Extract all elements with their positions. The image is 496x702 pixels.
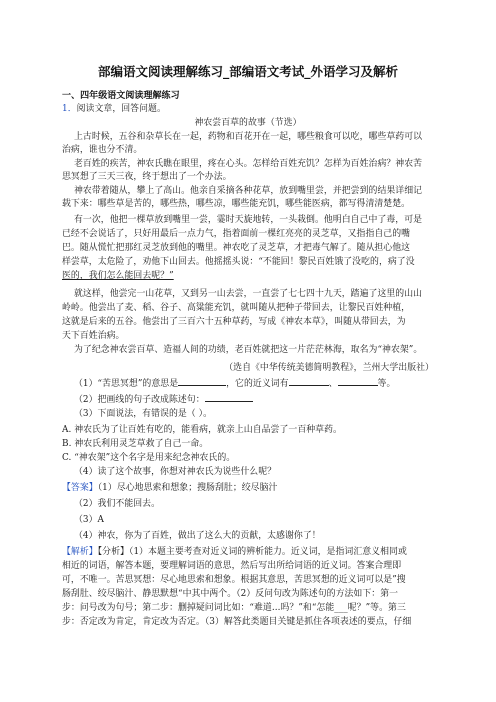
underlined-sentence: 医的，我们怎么能回去呢？”: [62, 271, 174, 281]
analysis-line: 步：否定改为肯定，肯定改为否定。（3）解答此类题目关键是抓住各项表述的要点，仔细: [62, 617, 412, 627]
passage-line: 为了纪念神农尝百草、造福人间的功绩，老百姓就把这一片茫茫林海，取名为“神农架”。: [74, 345, 423, 355]
question-number: 1．: [62, 104, 77, 114]
question-1: [74, 376, 434, 390]
q1-text: （1）“苦思冥想”的意思是: [74, 379, 179, 389]
passage-line: 神农带着随从，攀上了高山。他亲自采摘各种花草，放到嘴里尝，并把尝到的结果详细记: [74, 186, 423, 196]
passage-line: 载下来：哪些草是苦的，哪些热，哪些凉，哪些能充饥，哪些能医病，都写得清清楚楚。: [62, 199, 411, 209]
passage-line: 岭岭。他尝出了麦、稻、谷子、高粱能充饥，就叫随从把种子带回去，让黎民百姓种植，: [62, 303, 411, 313]
passage-line: 已经不会说话了，只好用最后一点力气，指着面前一棵红亮亮的灵芝草，又指指自己的嘴: [62, 229, 411, 239]
analysis-line: 相近的词语，解答本题，要理解词语的意思，然后写出所给词语的近义词。答案合理即: [62, 561, 402, 571]
q1-text: 等。: [377, 379, 396, 389]
analysis-line-1: [62, 546, 434, 558]
answer-line-2: （2）我们不能回去。: [74, 499, 161, 509]
analysis-tag: 【解析】: [62, 547, 98, 557]
question-2: [74, 392, 434, 406]
analysis-line: 可，不唯一。苦思冥想：尽心地思索和想象。根据其意思，苦思冥想的近义词可以是”搜: [62, 575, 406, 585]
passage-line: 上古时候，五谷和杂草长在一起，药物和百花开在一起，哪些粮食可以吃，哪些草药可以: [74, 132, 423, 142]
analysis-text: 【分析】（1）本题主要考查对近义词的辨析能力。近义词，是指词汇意义相同或: [97, 547, 407, 557]
passage-line: 思冥想了三天三夜，终于想出了一个办法。: [62, 172, 232, 182]
passage-line: 巴。随从慌忙把那红灵芝放到他的嘴里。神农吃了灵芝草，才把毒气解了。随从担心他这: [62, 243, 411, 253]
question-prompt-line: [62, 103, 434, 115]
passage-title: 神农尝百草的故事（节选）: [194, 118, 302, 128]
answer-tag: 【答案】: [62, 483, 98, 493]
passage-line: 就这样，他尝完一山花草，又到另一山去尝，一直尝了七七四十九天，踏遍了这里的山山: [74, 289, 423, 299]
q2-text: （2）把画线的句子改成陈述句：: [74, 395, 205, 405]
q1-text: 、: [328, 379, 338, 389]
question-4: （4）读了这个故事，你想对神农氏为说些什么呢？: [74, 467, 277, 477]
passage-source: （选自《中华传统美德简明教程》，兰州大学出版社）: [224, 363, 434, 373]
question-3: （3）下面说法，有错误的是（ ）。: [74, 409, 212, 419]
passage-line: 有一次，他把一棵草放到嘴里一尝，霎时天旋地转，一头栽倒。他明白自己中了毒，可是: [74, 215, 423, 225]
question-prompt: 阅读文章，回答问题。: [76, 104, 166, 114]
analysis-line: 步：问号改为句号；第二步：删掉疑问词比如：“难道...吗？”和“怎能___呢？”等。第三: [62, 603, 406, 613]
analysis-line: 肠刮肚、绞尽脑汁、静思默想“中其中两个。（2）反问句改为陈述句的方法如下：第一: [62, 589, 399, 599]
option-c: C. “神农架”这个名字是用来纪念神农氏的。: [62, 453, 236, 463]
answer-blank[interactable]: [289, 376, 329, 386]
passage-line: 天下百姓治病。: [62, 331, 125, 341]
passage-line: 这就是后来的五谷。他尝出了三百六十五种草药，写成《神农本草》，叫随从带回去，为: [62, 317, 406, 327]
answer-text: （1）尽心地思索和想象；搜肠刮肚；绞尽脑汁: [97, 483, 278, 493]
section-heading: 一、四年级语文阅读理解练习: [62, 91, 180, 101]
passage-underlined-sentence: [62, 270, 434, 282]
answer-line-1: [62, 482, 434, 494]
passage-line: 样尝草，太危险了，劝他下山回去。他摇摇头说：“不能回！黎民百姓饿了没吃的，病了没: [62, 257, 415, 267]
answer-blank[interactable]: [205, 392, 253, 402]
passage-line: 老百姓的疾苦，神农氏瞧在眼里，疼在心头。怎样给百姓充饥？怎样为百姓治病？神农苦: [74, 159, 423, 169]
q1-text: ，它的近义词有: [226, 379, 289, 389]
answer-blank[interactable]: [178, 376, 226, 386]
passage-line: 治病，谁也分不清。: [62, 145, 143, 155]
option-b: B. 神农氏利用灵芝草救了自己一命。: [62, 439, 209, 449]
document-title: 部编语文阅读理解练习_部编语文考试_外语学习及解析: [97, 64, 398, 79]
answer-line-4: （4）神农，你为了百姓，做出了这么大的贡献，太感谢你了！: [74, 531, 321, 541]
option-a: A. 神农氏为了让百姓有吃的，能看病，就亲上山自品尝了一百种草药。: [62, 425, 342, 435]
answer-blank[interactable]: [338, 376, 378, 386]
answer-line-3: （3）A: [74, 515, 105, 525]
